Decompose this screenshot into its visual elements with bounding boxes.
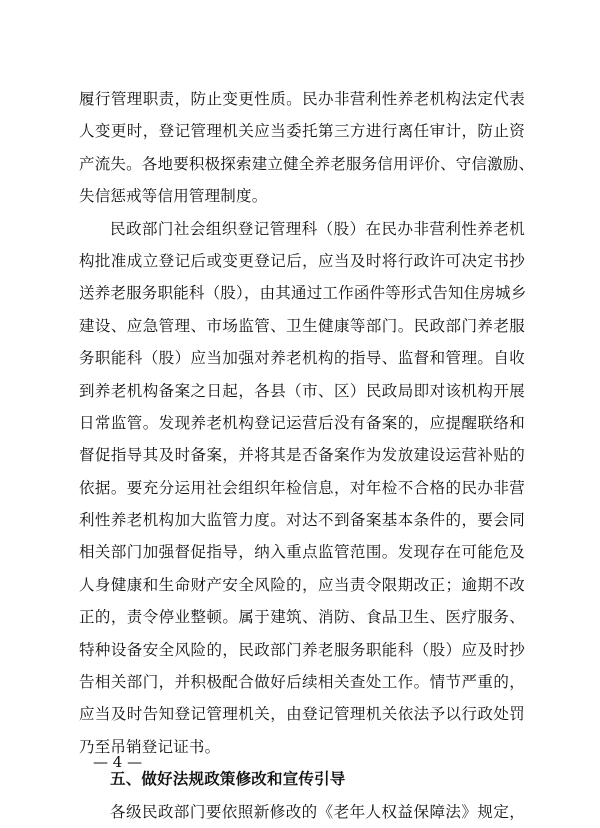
text-line: 送养老服务职能科（股），由其通过工作函件等形式告知住房城乡 [79,284,527,303]
text-line: 人变更时，登记管理机关应当委托第三方进行离任审计，防止资 [79,122,525,141]
text-line: 正的，责令停业整顿。属于建筑、消防、食品卫生、医疗服务、 [79,608,525,627]
text-line: 产流失。各地要积极探索建立健全养老服务信用评价、守信激励、 [79,154,535,173]
text-line: 乃至吊销登记证书。 [79,737,221,756]
text-line: 相关部门加强督促指导，纳入重点监管范围。发现存在可能危及 [79,543,525,562]
text-line: 建设、应急管理、市场监管、卫生健康等部门。民政部门养老服 [79,316,525,335]
text-line: 失信惩戒等信用管理制度。 [79,187,268,206]
text-line: 告相关部门，并积极配合做好后续相关查处工作。情节严重的， [79,673,525,692]
text-line: 务职能科（股）应当加强对养老机构的指导、监督和管理。自收 [79,349,525,368]
text-line: 履行管理职责，防止变更性质。民办非营利性养老机构法定代表 [79,90,525,108]
text-line: 督促指导其及时备案，并将其是否备案作为发放建设运营补贴的 [79,446,525,465]
text-line: 日常监管。发现养老机构登记运营后没有备案的，应提醒联络和 [79,413,525,432]
text-line: 依据。要充分运用社会组织年检信息，对年检不合格的民办非营 [79,478,525,497]
page-number: — 4 — [93,753,143,771]
text-line: 应当及时告知登记管理机关，由登记管理机关依法予以行政处罚 [79,705,525,724]
section-heading: 五、做好法规政策修改和宣传引导 [110,770,346,789]
text-line: 人身健康和生命财产安全风险的，应当责令限期改正；逾期不改 [79,575,525,594]
text-line: 各级民政部门要依照新修改的《老年人权益保障法》规定， [110,802,525,821]
body-text [79,83,535,828]
text-line: 利性养老机构加大监管力度。对达不到备案基本条件的，要会同 [79,511,525,530]
text-line: 特种设备安全风险的，民政部门养老服务职能科（股）应及时抄 [79,640,525,659]
text-line: 民政部门社会组织登记管理科（股）在民办非营利性养老机 [110,219,525,238]
text-line: 到养老机构备案之日起，各县（市、区）民政局即对该机构开展 [79,381,525,400]
text-line: 构批准成立登记后或变更登记后，应当及时将行政许可决定书抄 [79,251,525,270]
